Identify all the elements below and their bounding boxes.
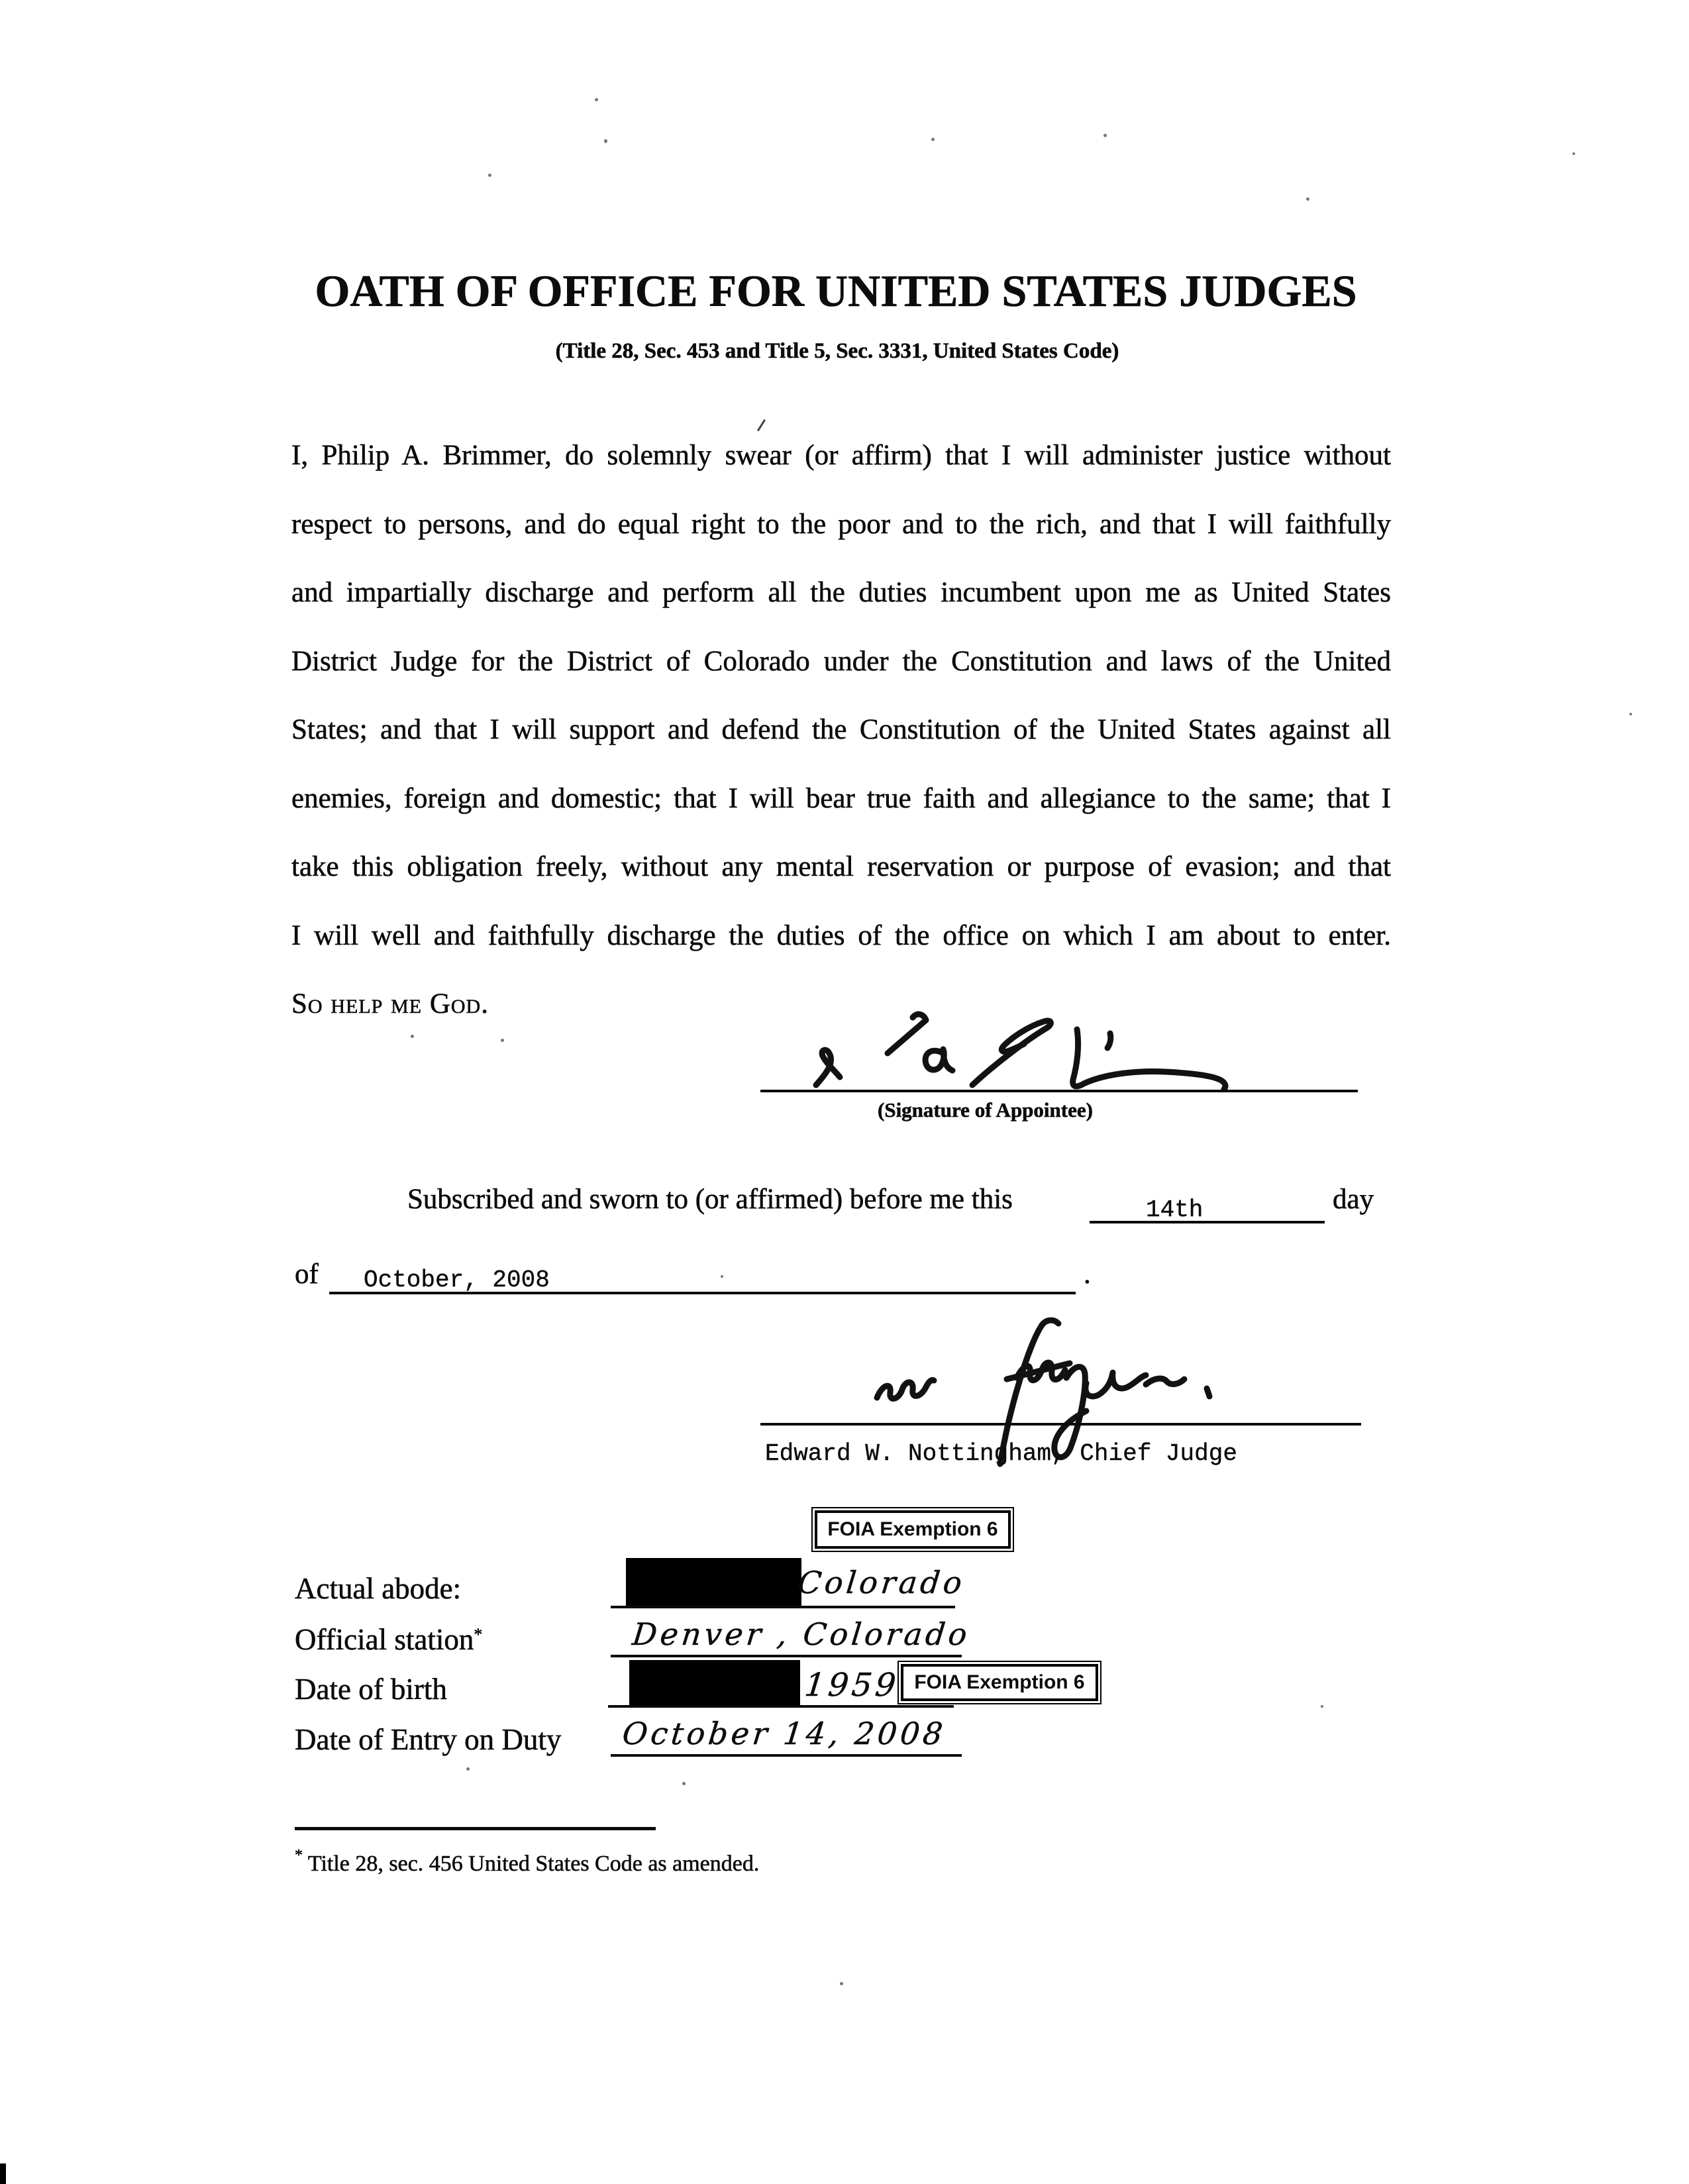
page-edge-mark xyxy=(0,2163,6,2184)
chief-judge-name: Edward W. Nottingham, Chief Judge xyxy=(765,1440,1237,1467)
scan-speck xyxy=(488,174,491,177)
field-value-actual-abode: Colorado xyxy=(796,1565,967,1600)
scan-speck xyxy=(1103,134,1107,137)
oath-line: District Judge for the District of Colorado under the Constitution and laws of the United xyxy=(291,645,1391,677)
oath-line: States; and that I will support and defend the Constitution of the United States against all xyxy=(291,714,1391,745)
field-label-date-of-birth: Date of birth xyxy=(295,1673,447,1706)
oath-line: take this obligation freely, without any mental reservation or purpose of evasion; and that xyxy=(291,851,1391,882)
scan-speck xyxy=(1572,152,1575,155)
scan-speck xyxy=(411,1035,414,1038)
sworn-date-value: October, 2008 xyxy=(364,1267,550,1294)
scan-speck xyxy=(604,139,607,143)
sworn-statement-prefix: Subscribed and sworn to (or affirmed) before me this xyxy=(407,1184,1013,1215)
sworn-period: . xyxy=(1084,1259,1091,1290)
field-underline xyxy=(608,1705,954,1708)
foia-exemption-badge: FOIA Exemption 6 xyxy=(901,1664,1098,1701)
field-value-date-of-entry: October 14, 2008 xyxy=(621,1716,948,1751)
field-value-date-of-birth: 1959 xyxy=(803,1667,901,1704)
sworn-day-underline xyxy=(1090,1221,1325,1223)
field-label-actual-abode: Actual abode: xyxy=(295,1572,462,1605)
chief-judge-signature-line xyxy=(760,1423,1361,1426)
page-title: OATH OF OFFICE FOR UNITED STATES JUDGES xyxy=(315,266,1357,316)
appointee-signature xyxy=(788,941,1278,1100)
footnote: * Title 28, sec. 456 United States Code as amended. xyxy=(295,1847,760,1876)
scan-speck xyxy=(501,1039,504,1042)
oath-line: and impartially discharge and perform all the duties incumbent upon me as United States xyxy=(291,577,1391,608)
scan-speck xyxy=(1629,713,1632,715)
scan-speck xyxy=(931,138,935,141)
foia-exemption-badge: FOIA Exemption 6 xyxy=(815,1510,1011,1549)
redaction-box xyxy=(626,1558,801,1606)
scan-speck xyxy=(595,98,598,101)
redaction-box xyxy=(629,1660,800,1705)
footnote-rule xyxy=(295,1827,656,1830)
scan-speck xyxy=(721,1275,723,1278)
oath-line: I, Philip A. Brimmer, do solemnly swear (or affirm) that I will administer justice without xyxy=(291,440,1391,471)
footnote-asterisk: * xyxy=(295,1847,303,1864)
appointee-signature-line xyxy=(760,1090,1358,1092)
field-underline xyxy=(611,1754,962,1757)
field-label-official-station: Official station* xyxy=(295,1623,483,1656)
so-help-me-god-line: So help me God. xyxy=(291,988,489,1019)
scan-speck xyxy=(840,1982,843,1985)
sworn-day-word: day xyxy=(1333,1184,1374,1215)
scan-speck xyxy=(682,1782,686,1785)
field-underline xyxy=(611,1606,955,1608)
oath-line: respect to persons, and do equal right to the poor and to the rich, and that I will faithfully xyxy=(291,508,1391,540)
oath-line: enemies, foreign and domestic; that I will bear true faith and allegiance to the same; that I xyxy=(291,782,1391,814)
appointee-signature-caption: (Signature of Appointee) xyxy=(878,1098,1093,1121)
field-label-date-of-entry: Date of Entry on Duty xyxy=(295,1723,562,1756)
asterisk-superscript: * xyxy=(474,1625,483,1644)
field-value-official-station: Denver , Colorado xyxy=(631,1616,972,1652)
scan-speck xyxy=(1321,1705,1323,1708)
field-underline xyxy=(611,1655,962,1657)
sworn-day-value: 14th xyxy=(1146,1196,1203,1223)
sworn-of-word: of xyxy=(295,1259,319,1290)
scan-speck xyxy=(1306,197,1309,201)
page-subtitle: (Title 28, Sec. 453 and Title 5, Sec. 3331, United States Code) xyxy=(555,339,1119,363)
scan-speck xyxy=(466,1767,470,1771)
oath-line: I will well and faithfully discharge the duties of the office on which I am about to enter. xyxy=(291,919,1391,951)
